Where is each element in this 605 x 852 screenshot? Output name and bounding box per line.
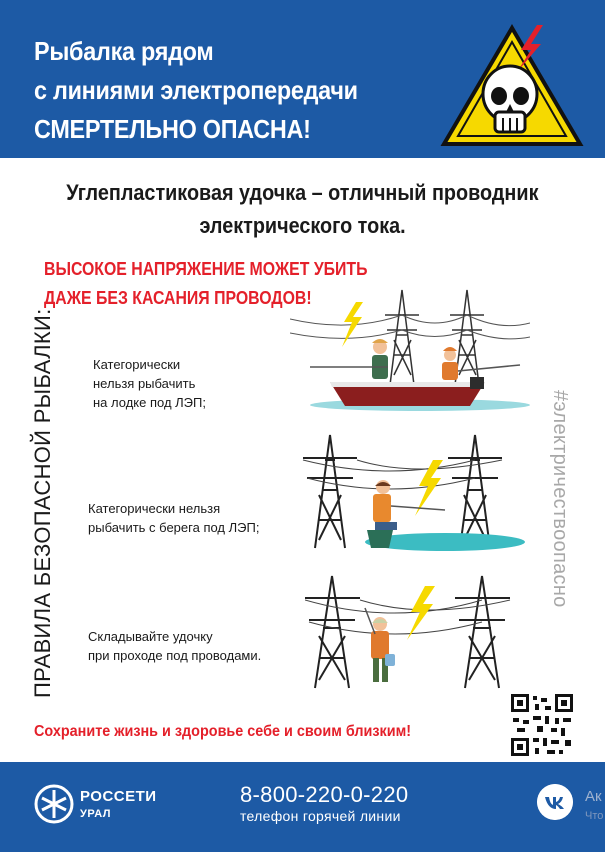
subtitle-line-2: электрического тока. [199,213,406,238]
vk-title: Ак [585,788,602,805]
skull-high-voltage-icon [437,20,587,152]
qr-code[interactable] [511,694,573,756]
rule-3-text: Складывайте удочку при проходе под проводами. [88,629,262,663]
boat-fishing-illustration [290,285,530,415]
vk-icon[interactable] [537,784,573,820]
footer-banner [0,762,605,852]
danger-line-2: ДАЖЕ БЕЗ КАСАНИЯ ПРОВОДОВ! [44,288,312,308]
header-banner [0,0,605,158]
rule-2-text: Категорически нельзя рыбачить с берега под ЛЭП; [88,501,260,535]
brand-region: УРАЛ [80,808,112,820]
page-title [34,32,358,149]
danger-line-1: ВЫСОКОЕ НАПРЯЖЕНИЕ МОЖЕТ УБИТЬ [44,259,368,279]
hotline-phone[interactable]: 8-800-220-0-220 [240,782,409,807]
title-line-3: СМЕРТЕЛЬНО ОПАСНА! [34,114,311,144]
save-life-slogan: Сохраните жизнь и здоровье себе и своим близким! [34,723,412,740]
hashtag: #электричествоопасно [549,390,571,608]
rule-1-text: Категорически нельзя рыбачить на лодке под ЛЭП; [93,357,206,410]
rules-heading: ПРАВИЛА БЕЗОПАСНОЙ РЫБАЛКИ: [30,308,55,698]
vk-subtitle: Что [585,810,604,822]
brand-name: РОССЕТИ [80,788,157,805]
subtitle-line-1: Углепластиковая удочка – отличный проводник [66,180,539,205]
shore-fishing-illustration [295,430,525,555]
hotline-label: телефон горячей линии [240,808,401,824]
subtitle [0,176,605,242]
rosseti-logo-icon [34,784,74,824]
walking-fisherman-illustration [305,568,530,693]
title-line-2: с линиями электропередачи [34,75,358,105]
title-line-1: Рыбалка рядом [34,36,214,66]
